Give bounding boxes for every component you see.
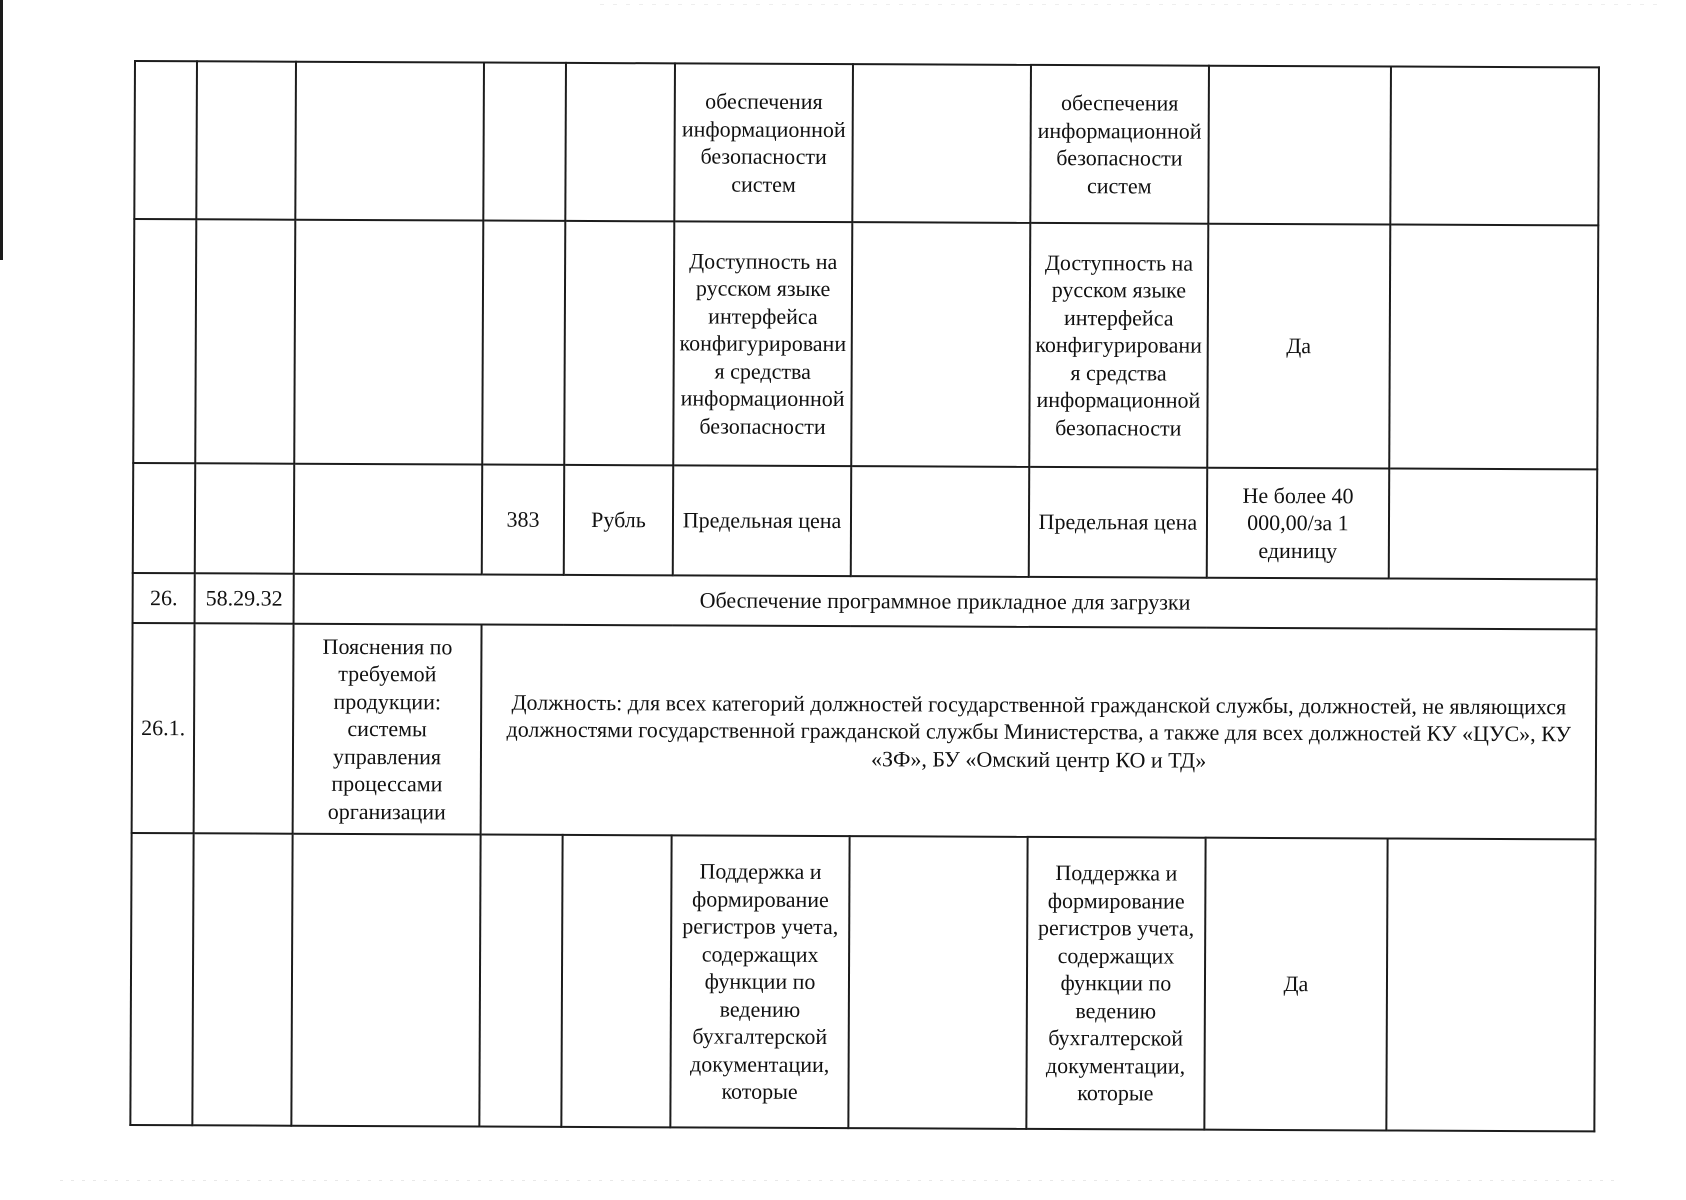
table-row bbox=[130, 833, 1595, 1131]
cell-number bbox=[133, 219, 196, 463]
cell-okpd2: 58.29.32 bbox=[195, 573, 294, 623]
cell-value-approved: Да bbox=[1204, 838, 1387, 1131]
cell-okpd2 bbox=[195, 219, 295, 463]
cell-characteristic-approved: Доступность на русском языке интерфейса конфигурирования средства информационной безопасности bbox=[1029, 223, 1208, 468]
cell-value bbox=[852, 64, 1031, 223]
scan-edge-mark bbox=[0, 0, 3, 260]
table-row bbox=[134, 61, 1599, 225]
cell-characteristic: обеспечения информационной безопасности систем bbox=[674, 63, 853, 222]
cell-number: 26. bbox=[133, 573, 195, 623]
cell-explanation: Пояснения по требуемой продукции: системы управления процессами организации bbox=[292, 624, 482, 835]
cell-okpd2 bbox=[193, 833, 293, 1125]
cell-characteristic-approved: обеспечения информационной безопасности систем bbox=[1030, 65, 1209, 224]
cell-unit bbox=[565, 63, 675, 221]
cell-characteristic: Предельная цена bbox=[673, 465, 851, 576]
cell-number bbox=[133, 463, 196, 573]
cell-product-name bbox=[291, 834, 481, 1127]
cell-justification bbox=[1389, 468, 1597, 579]
requirements-table bbox=[129, 60, 1600, 1132]
cell-value bbox=[851, 466, 1029, 577]
cell-characteristic-approved: Поддержка и формирование регистров учета, содержащих функции по ведению бухгалтерской документации, которые bbox=[1026, 837, 1205, 1130]
cell-number: 26.1. bbox=[132, 623, 195, 833]
cell-unit: Рубль bbox=[564, 465, 674, 575]
cell-justification bbox=[1390, 66, 1599, 225]
cell-product-name bbox=[294, 464, 483, 575]
cell-number bbox=[134, 61, 197, 219]
cell-value bbox=[848, 836, 1027, 1129]
cell-characteristic: Поддержка и формирование регистров учета, содержащих функции по ведению бухгалтерской документации, которые bbox=[670, 835, 849, 1128]
cell-value-approved: Да bbox=[1207, 224, 1390, 469]
cell-okei-code: 383 bbox=[482, 465, 564, 575]
cell-unit bbox=[561, 835, 672, 1127]
cell-product-name bbox=[295, 62, 484, 221]
cell-okei-code bbox=[484, 63, 566, 221]
cell-okei-code bbox=[480, 835, 563, 1127]
cell-justification bbox=[1389, 224, 1598, 469]
cell-okpd2 bbox=[196, 61, 295, 219]
cell-characteristic: Доступность на русском языке интерфейса конфигурирования средства информационной безопасности bbox=[673, 221, 852, 466]
cell-number bbox=[130, 833, 193, 1125]
cell-value-approved: Не более 40 000,00/за 1 единицу bbox=[1207, 468, 1390, 579]
table-row bbox=[132, 623, 1597, 839]
cell-okpd2 bbox=[194, 623, 294, 833]
cell-value bbox=[851, 222, 1030, 467]
table-row bbox=[133, 573, 1597, 629]
table-row bbox=[133, 219, 1598, 469]
cell-characteristic-approved: Предельная цена bbox=[1029, 467, 1207, 578]
cell-product-name: Обеспечение программное прикладное для загрузки bbox=[293, 574, 1596, 630]
cell-okpd2 bbox=[195, 463, 294, 573]
scan-noise-top bbox=[600, 4, 1660, 5]
cell-position-text: Должность: для всех категорий должностей государственной гражданской службы, должностей, не являющихся должностями государственной гражданской службы Министерства, а также для всех должностей КУ «ЦУС», КУ «ЗФ», БУ «Омский центр КО и ТД» bbox=[481, 625, 1597, 840]
cell-product-name bbox=[294, 220, 484, 465]
cell-value-approved bbox=[1208, 66, 1391, 225]
scan-noise-bottom bbox=[60, 1180, 1620, 1181]
cell-unit bbox=[564, 221, 674, 465]
cell-justification bbox=[1386, 838, 1595, 1131]
table-row bbox=[133, 463, 1597, 579]
cell-okei-code bbox=[483, 221, 566, 465]
